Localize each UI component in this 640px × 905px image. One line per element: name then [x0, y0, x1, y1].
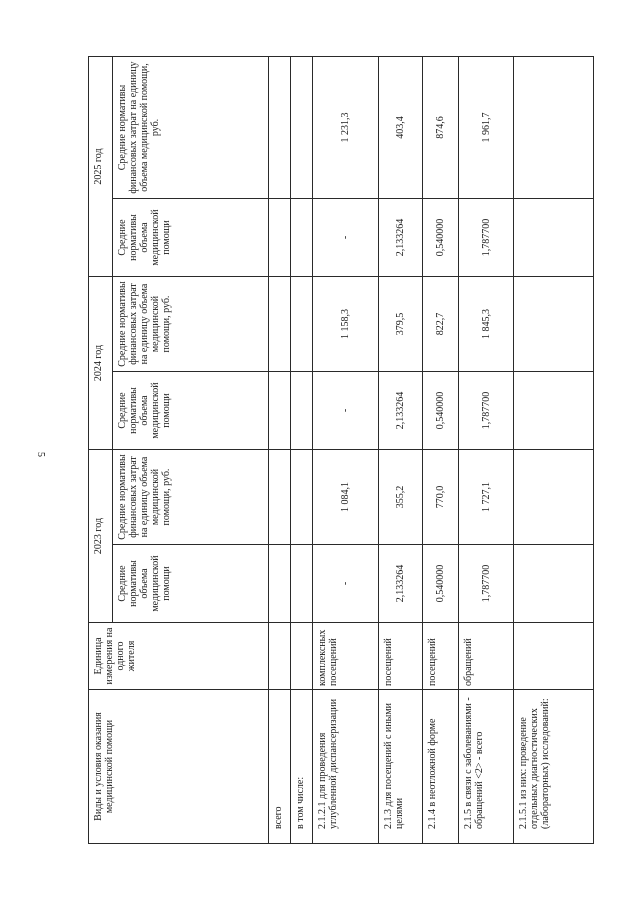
row-cost-2023: 1 727,1	[459, 450, 514, 545]
row-cost-2025: 1 961,7	[459, 57, 514, 199]
row-volume-2025	[291, 199, 313, 277]
row-volume-2025: 2,133264	[379, 199, 423, 277]
row-kind: 2.1.4 в неотложной форме	[423, 690, 459, 844]
table-row	[423, 57, 459, 844]
row-volume-2023: -	[313, 545, 379, 623]
row-volume-2024: -	[313, 372, 379, 450]
header-year-2024: 2024 год	[89, 277, 113, 450]
row-volume-2025: 0,540000	[423, 199, 459, 277]
row-cost-2023	[269, 450, 291, 545]
row-kind: 2.1.3 для посещений с иными целями	[379, 690, 423, 844]
row-cost-2023: 770,0	[423, 450, 459, 545]
row-cost-2025	[269, 57, 291, 199]
row-volume-2025: 1,787700	[459, 199, 514, 277]
row-cost-2023	[291, 450, 313, 545]
row-kind: 2.1.5.1 из них: проведение отдельных диагностических (лабораторных) исследований:	[514, 690, 594, 844]
row-volume-2025	[269, 199, 291, 277]
norms-table	[88, 56, 594, 844]
row-cost-2024: 822,7	[423, 277, 459, 372]
header-cost-2023: Средние нормативы финансовых затрат на единицу объема медицинской помощи, руб.	[113, 450, 269, 545]
row-cost-2024: 379,5	[379, 277, 423, 372]
header-kind: Виды и условия оказания медицинской помощи	[89, 690, 269, 844]
row-unit	[291, 623, 313, 690]
row-unit: посещений	[423, 623, 459, 690]
row-kind: в том числе:	[291, 690, 313, 844]
row-cost-2024	[291, 277, 313, 372]
row-volume-2025: -	[313, 199, 379, 277]
rotated-table-container	[88, 57, 593, 844]
header-volume-2023: Средние нормативы объема медицинской помощи	[113, 545, 269, 623]
header-volume-2025: Средние нормативы объема медицинской помощи	[113, 199, 269, 277]
row-unit: обращений	[459, 623, 514, 690]
row-cost-2023: 355,2	[379, 450, 423, 545]
page-number: 5	[35, 452, 46, 457]
row-cost-2025	[291, 57, 313, 199]
row-cost-2025	[514, 57, 594, 199]
row-unit: посещений	[379, 623, 423, 690]
table-row	[313, 57, 379, 844]
header-unit: Единица измерения на одного жителя	[89, 623, 269, 690]
table-row	[291, 57, 313, 844]
row-cost-2024: 1 845,3	[459, 277, 514, 372]
row-cost-2024	[514, 277, 594, 372]
row-volume-2024	[514, 372, 594, 450]
row-cost-2024: 1 158,3	[313, 277, 379, 372]
row-volume-2024: 2,133264	[379, 372, 423, 450]
row-volume-2023	[291, 545, 313, 623]
table-row	[269, 57, 291, 844]
row-cost-2023	[514, 450, 594, 545]
header-cost-2024: Средние нормативы финансовых затрат на единицу объема медицинской помощи, руб.	[113, 277, 269, 372]
row-volume-2023: 0,540000	[423, 545, 459, 623]
row-unit	[269, 623, 291, 690]
row-cost-2025: 1 231,3	[313, 57, 379, 199]
row-cost-2024	[269, 277, 291, 372]
table-row	[459, 57, 514, 844]
row-volume-2023: 1,787700	[459, 545, 514, 623]
row-volume-2025	[514, 199, 594, 277]
header-year-2025: 2025 год	[89, 57, 113, 277]
row-unit: комплексных посещений	[313, 623, 379, 690]
row-cost-2025: 403,4	[379, 57, 423, 199]
table-row	[379, 57, 423, 844]
row-kind: 2.1.2.1 для проведения углубленной диспансеризации	[313, 690, 379, 844]
row-cost-2025: 874,6	[423, 57, 459, 199]
row-volume-2024	[269, 372, 291, 450]
row-volume-2023: 2,133264	[379, 545, 423, 623]
row-volume-2024	[291, 372, 313, 450]
row-volume-2023	[514, 545, 594, 623]
row-volume-2024: 1,787700	[459, 372, 514, 450]
row-volume-2024: 0,540000	[423, 372, 459, 450]
row-cost-2023: 1 084,1	[313, 450, 379, 545]
table-row	[514, 57, 594, 844]
row-volume-2023	[269, 545, 291, 623]
header-volume-2024: Средние нормативы объема медицинской помощи	[113, 372, 269, 450]
header-cost-2025: Средние нормативы финансовых затрат на единицу объема медицинской помощи, руб.	[113, 57, 269, 199]
header-year-2023: 2023 год	[89, 450, 113, 623]
row-kind: 2.1.5 в связи с заболеваниями - обращений <2> - всего	[459, 690, 514, 844]
row-kind: всего	[269, 690, 291, 844]
row-unit	[514, 623, 594, 690]
